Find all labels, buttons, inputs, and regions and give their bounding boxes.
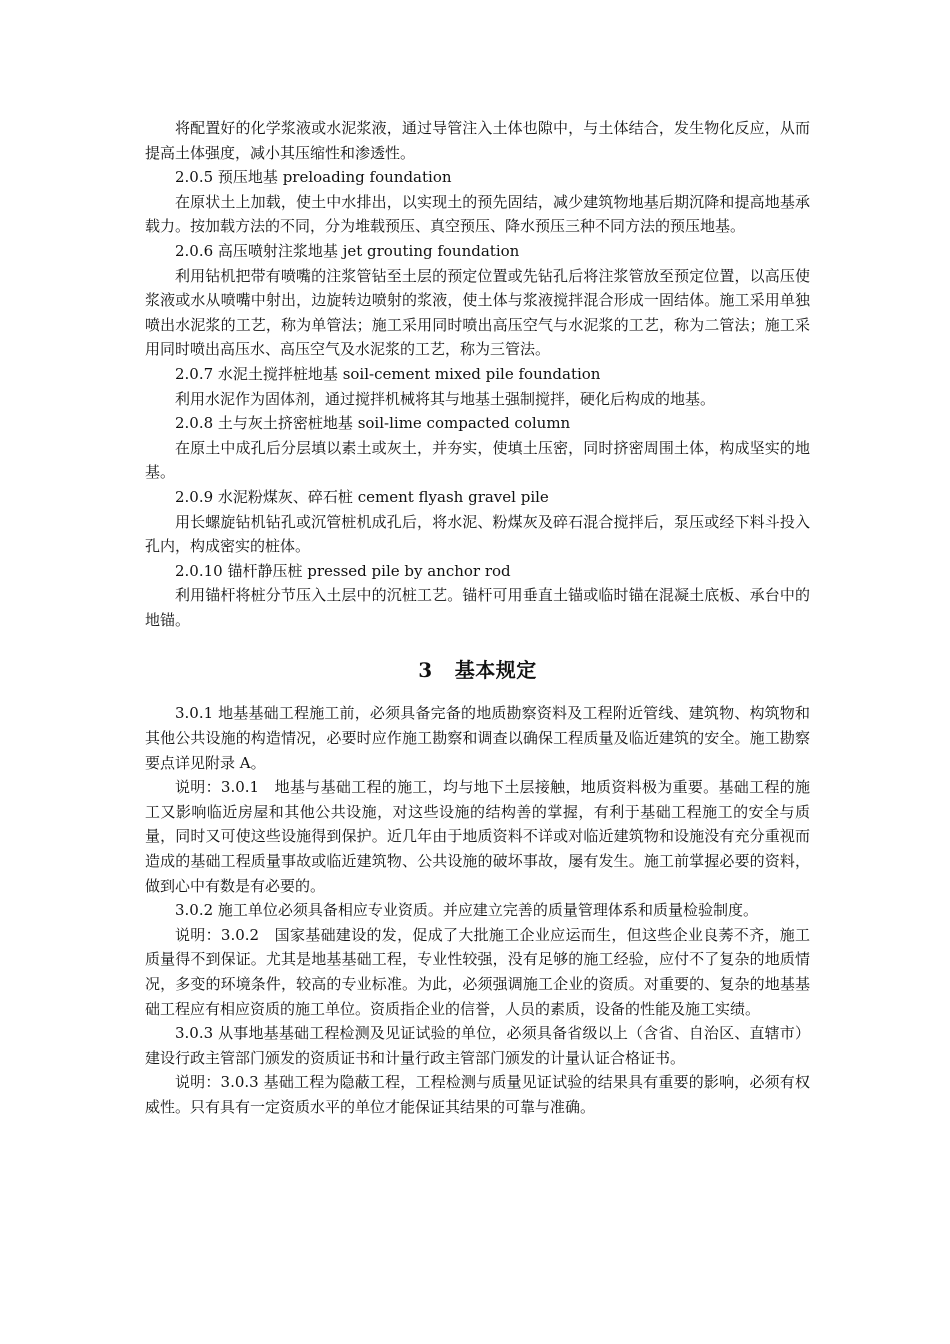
section-title-text: 基本规定 [454, 658, 537, 683]
clause-3-0-1: 3.0.1 地基基础工程施工前，必须具备完备的地质勘察资料及工程附近管线、建筑物、构筑物和其他公共设施的构造情况，必要时应作施工勘察和调查以确保工程质量及临近建筑的安全。施工勘察要点详见附录 A。 [145, 704, 810, 772]
term-heading-2-0-8: 2.0.8 土与灰土挤密桩地基 soil-lime compacted column [175, 414, 571, 433]
section-number: 3 [418, 658, 433, 683]
term-body-2-0-5: 在原状土上加载，使土中水排出，以实现土的预先固结，减少建筑物地基后期沉降和提高地基承载力。按加载方法的不同，分为堆载预压、真空预压、降水预压三种不同方法的预压地基。 [145, 192, 810, 236]
term-heading-2-0-7: 2.0.7 水泥土搅拌桩地基 soil-cement mixed pile foundation [175, 364, 601, 383]
clause-note-3-0-3: 说明：3.0.3 基础工程为隐蔽工程，工程检测与质量见证试验的结果具有重要的影响，必须有权威性。只有具有一定资质水平的单位才能保证其结果的可靠与准确。 [145, 1073, 810, 1116]
term-body-2-0-10: 利用锚杆将桩分节压入土层中的沉桩工艺。锚杆可用垂直土锚或临时锚在混凝土底板、承台中的地锚。 [145, 586, 810, 629]
term-heading-2-0-6: 2.0.6 高压喷射注浆地基 jet grouting foundation [175, 241, 520, 260]
term-heading-2-0-10: 2.0.10 锚杆静压桩 pressed pile by anchor rod [175, 561, 511, 580]
term-body-2-0-9: 用长螺旋钻机钻孔或沉管桩机成孔后，将水泥、粉煤灰及碎石混合搅拌后，泵压或经下料斗投入孔内，构成密实的桩体。 [145, 512, 810, 556]
clause-3-0-2: 3.0.2 施工单位必须具备相应专业资质。并应建立完善的质量管理体系和质量检验制度。 [175, 901, 758, 920]
clause-note-3-0-1: 说明：3.0.1 地基与基础工程的施工，均与地下土层接触，地质资料极为重要。基础工程的施工又影响临近房屋和其他公共设施，对这些设施的结构善的掌握，有利于基础工程施工的安全与质量，同时又可使这些设施得到保护。近几年由于地质资料不详或对临近建筑物和设施没有充分重视而造成的基础工程质量事故或临近建筑物、公共设施的破坏事故，屡有发生。施工前掌握必要的资料，做到心中有数是有必要的。 [145, 778, 810, 895]
term-heading-2-0-9: 2.0.9 水泥粉煤灰、碎石桩 cement flyash gravel pile [175, 487, 549, 506]
term-body-2-0-7: 利用水泥作为固体剂，通过搅拌机械将其与地基土强制搅拌，硬化后构成的地基。 [175, 389, 716, 408]
term-heading-2-0-5: 2.0.5 预压地基 preloading foundation [175, 168, 452, 187]
term-body-2-0-6: 利用钻机把带有喷嘴的注浆管钻至土层的预定位置或先钻孔后将注浆管放至预定位置，以高压使浆液或水从喷嘴中射出，边旋转边喷射的浆液，使土体与浆液搅拌混合形成一固结体。施工采用单独喷出水泥浆的工艺，称为单管法；施工采用同时喷出高压空气与水泥浆的工艺，称为二管法；施工采用同时喷出高压水、高压空气及水泥浆的工艺，称为三管法。 [145, 266, 810, 359]
section-title [145, 655, 810, 685]
clause-note-3-0-2: 说明：3.0.2 国家基础建设的发，促成了大批施工企业应运而生，但这些企业良莠不齐，施工质量得不到保证。尤其是地基基础工程，专业性较强，没有足够的施工经验，应付不了复杂的地质情况，多变的环境条件，较高的专业标准。为此，必须强调施工企业的资质。对重要的、复杂的地基基础工程应有相应资质的施工单位。资质指企业的信誉，人员的素质，设备的性能及施工实绩。 [145, 925, 810, 1018]
clause-3-0-3: 3.0.3 从事地基基础工程检测及见证试验的单位，必须具备省级以上（含省、自治区、直辖市）建设行政主管部门颁发的资质证书和计量行政主管部门颁发的计量认证合格证书。 [145, 1024, 810, 1067]
intro-paragraph: 将配置好的化学浆液或水泥浆液，通过导管注入土体也隙中，与土体结合，发生物化反应，从而提高土体强度，减小其压缩性和渗透性。 [145, 119, 810, 162]
term-body-2-0-8: 在原土中成孔后分层填以素土或灰土，并夯实，使填土压密，同时挤密周围土体，构成坚实的地基。 [145, 438, 810, 482]
page-content [145, 116, 810, 1120]
